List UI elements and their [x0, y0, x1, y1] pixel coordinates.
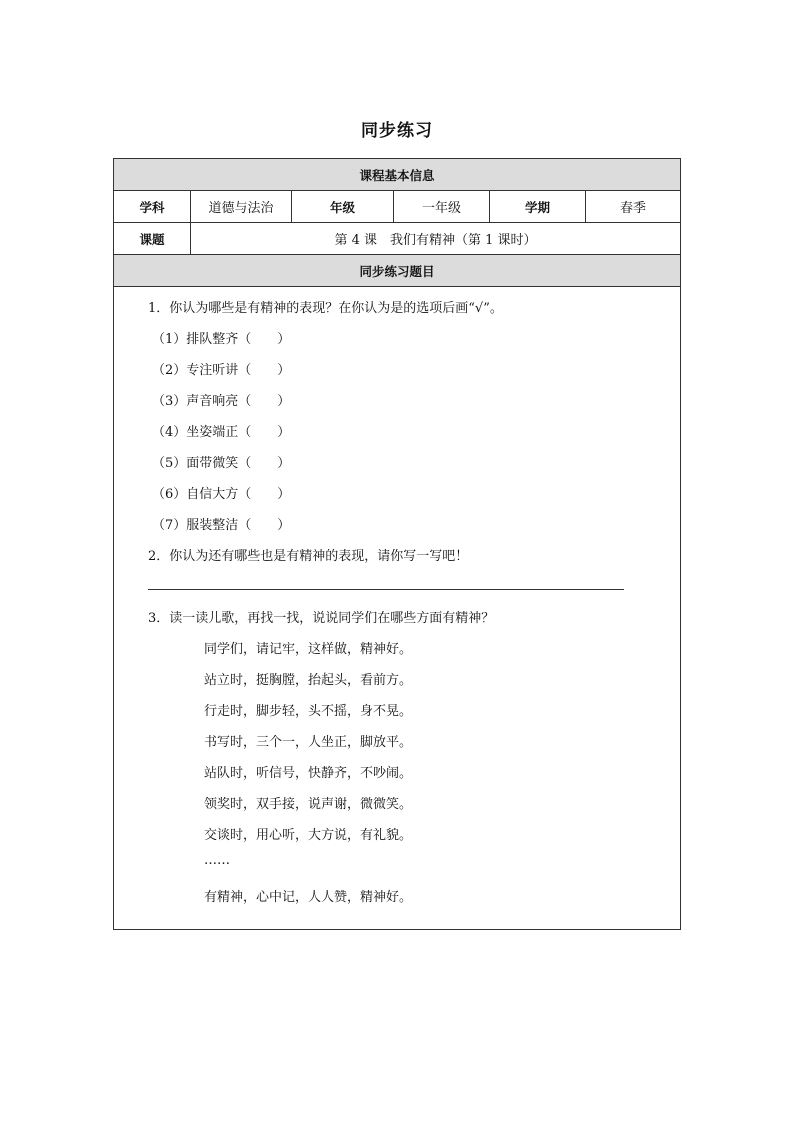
subject-value: 道德与法治 [190, 191, 291, 222]
question-3: 3．读一读儿歌，再找一找，说说同学们在哪些方面有精神？ [148, 611, 495, 626]
poem-line: 站立时，挺胸膛，抬起头，看前方。 [204, 673, 413, 688]
exercise-header-row [114, 255, 680, 287]
grade-label: 年级 [291, 191, 393, 222]
poem-line: 同学们，请记牢，这样做，精神好。 [204, 642, 413, 657]
topic-row [114, 223, 680, 255]
course-info-header: 课程基本信息 [359, 167, 435, 183]
page-title: 同步练习 [361, 121, 433, 141]
question-2: 2．你认为还有哪些也是有精神的表现，请你写一写吧！ [148, 549, 469, 564]
poem-line: 行走时，脚步轻，头不摇，身不晃。 [204, 704, 413, 719]
option-item: （2）专注听讲（ ） [152, 363, 291, 378]
topic-label: 课题 [139, 231, 165, 247]
option-item: （3）声音响亮（ ） [152, 394, 291, 409]
option-item: （1）排队整齐（ ） [152, 332, 291, 347]
poem-line: 有精神，心中记，人人赞，精神好。 [204, 890, 413, 905]
option-item: （6）自信大方（ ） [152, 487, 291, 502]
course-info-header-row [114, 159, 680, 191]
option-item: （5）面带微笑（ ） [152, 456, 291, 471]
subject-label: 学科 [139, 199, 165, 215]
option-item: （4）坐姿端正（ ） [152, 425, 291, 440]
answer-line [148, 589, 624, 590]
worksheet-table [113, 158, 681, 930]
grade-value: 一年级 [393, 191, 489, 222]
poem-line: 领奖时，双手接，说声谢，微微笑。 [204, 797, 413, 812]
option-item: （7）服装整洁（ ） [152, 518, 291, 533]
poem-ellipsis: …… [204, 853, 230, 868]
poem-line: 交谈时，用心听，大方说，有礼貌。 [204, 828, 413, 843]
topic-value: 第 4 课 我们有精神（第 1 课时） [190, 223, 680, 254]
term-label: 学期 [489, 191, 585, 222]
poem-line: 站队时，听信号，快静齐，不吵闹。 [204, 766, 413, 781]
term-value: 春季 [585, 191, 680, 222]
question-1: 1．你认为哪些是有精神的表现？在你认为是的选项后画“√”。 [148, 301, 503, 316]
poem-line: 书写时，三个一，人坐正，脚放平。 [204, 735, 413, 750]
info-row [114, 191, 680, 223]
exercise-header: 同步练习题目 [359, 263, 435, 279]
exercise-body [114, 287, 680, 929]
